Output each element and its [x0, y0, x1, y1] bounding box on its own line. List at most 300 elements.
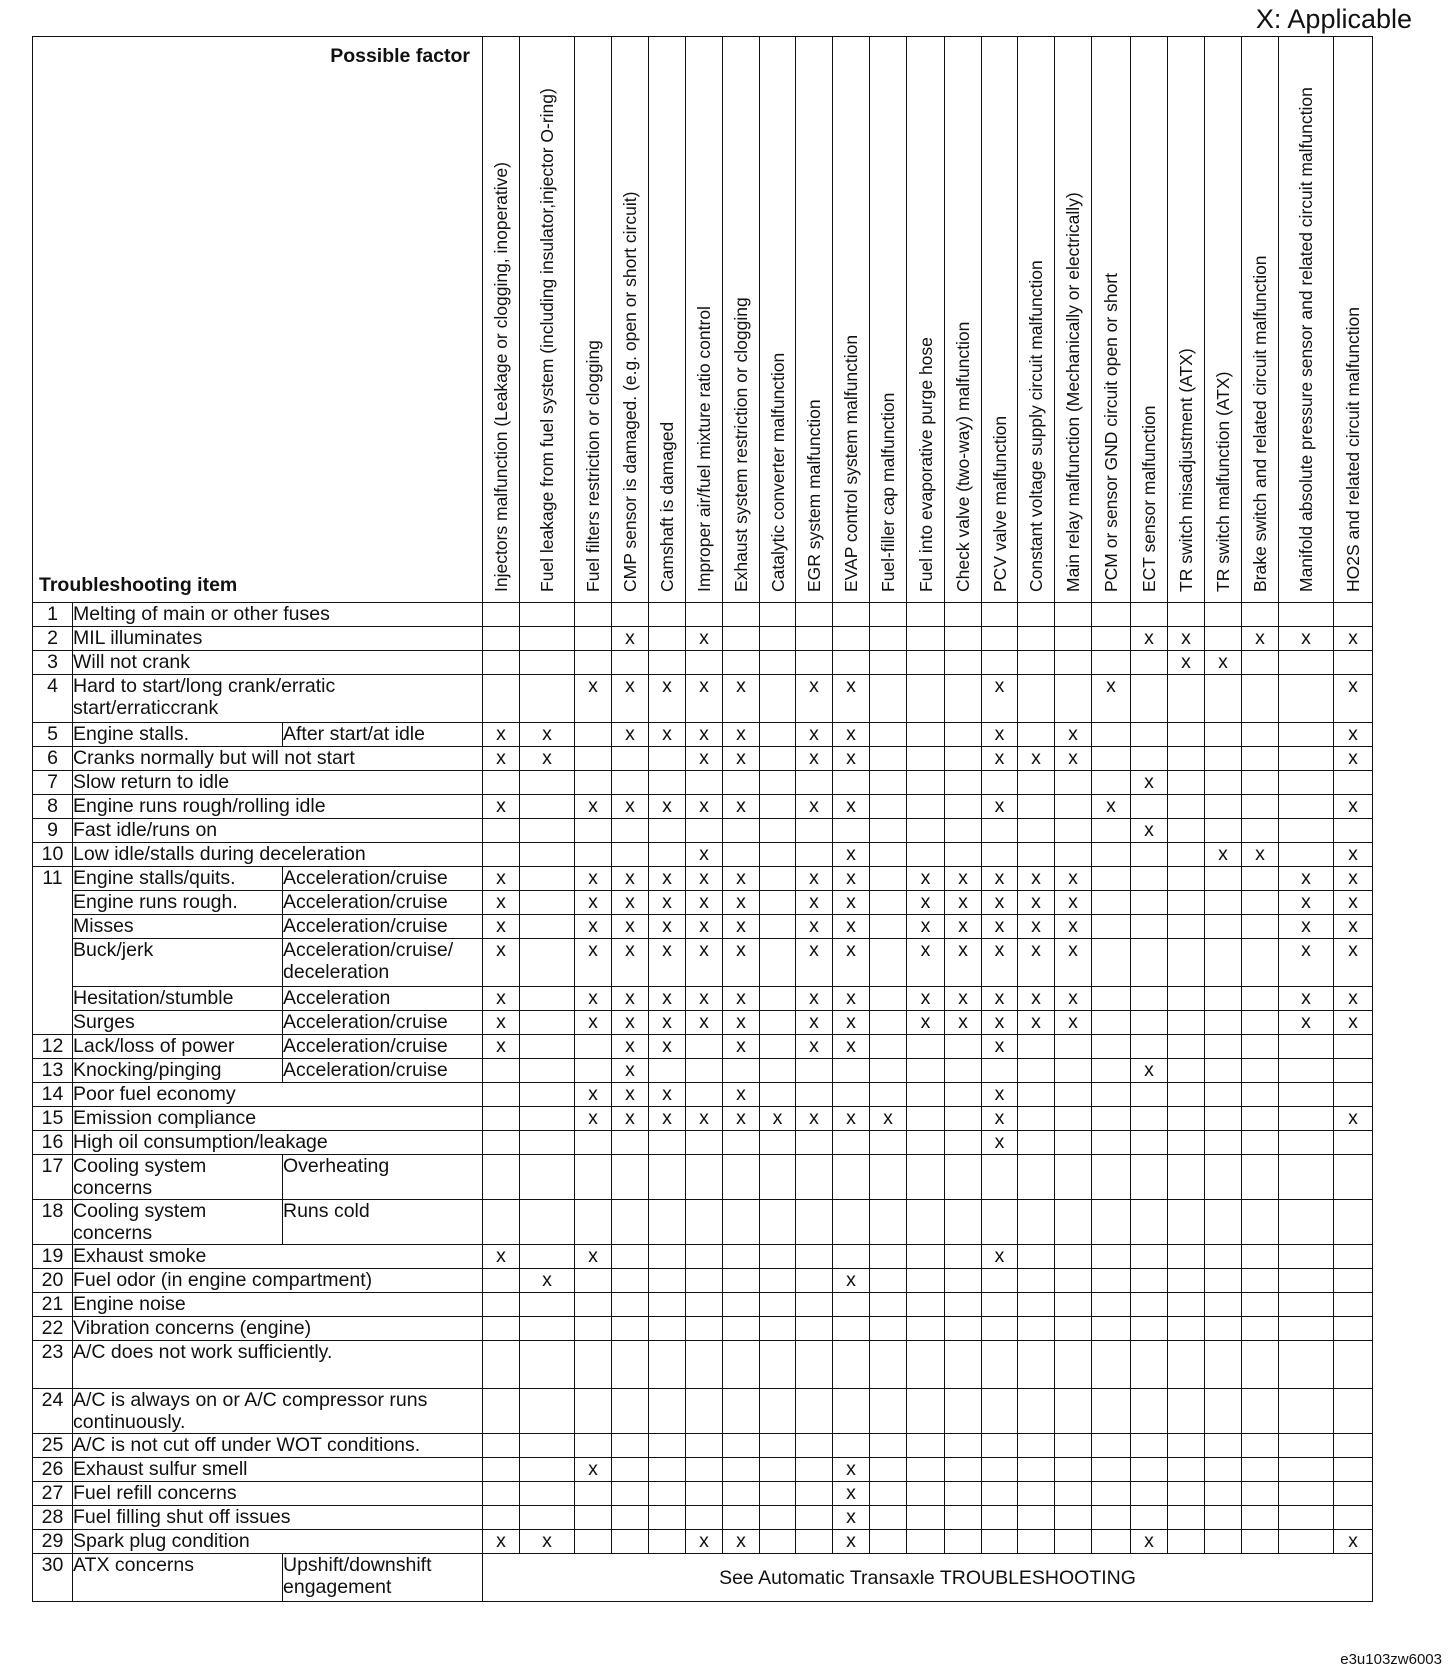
row-number: 21	[33, 1293, 73, 1317]
applicability-cell	[649, 627, 686, 651]
applicable-mark: x	[994, 1131, 1005, 1153]
applicability-cell	[686, 1506, 723, 1530]
applicability-cell	[945, 1011, 982, 1035]
applicability-cell	[1242, 843, 1279, 867]
troubleshooting-item: ATX concerns	[73, 1554, 283, 1602]
applicability-cell	[1055, 987, 1092, 1011]
condition: Acceleration/cruise	[283, 867, 483, 891]
applicability-cell	[1334, 891, 1373, 915]
applicability-cell	[907, 1506, 945, 1530]
applicability-cell	[1055, 795, 1092, 819]
applicability-cell	[723, 675, 760, 723]
applicability-cell	[520, 651, 575, 675]
applicability-cell	[796, 867, 833, 891]
row-number: 4	[33, 675, 73, 723]
applicability-cell	[760, 795, 796, 819]
applicability-cell	[686, 891, 723, 915]
applicability-cell	[686, 603, 723, 627]
applicability-cell	[483, 987, 520, 1011]
applicability-cell	[1092, 867, 1131, 891]
table-row	[33, 795, 1373, 819]
applicability-cell	[796, 651, 833, 675]
applicability-cell	[1018, 1155, 1055, 1200]
applicability-cell	[1242, 819, 1279, 843]
applicability-cell	[1279, 1011, 1334, 1035]
applicability-cell	[649, 603, 686, 627]
troubleshooting-item: Vibration concerns (engine)	[73, 1317, 483, 1341]
applicable-mark: x	[809, 723, 819, 745]
applicability-cell	[833, 1011, 870, 1035]
applicable-mark: x	[588, 1458, 598, 1480]
applicability-cell	[833, 747, 870, 771]
row-number: 25	[33, 1434, 73, 1458]
applicability-cell	[1131, 1035, 1168, 1059]
table-row	[33, 915, 1373, 939]
applicability-cell	[649, 651, 686, 675]
applicability-cell	[870, 675, 907, 723]
applicability-cell	[945, 1434, 982, 1458]
applicability-cell	[760, 939, 796, 987]
applicable-mark: x	[994, 891, 1005, 913]
factor-header	[945, 37, 982, 603]
applicability-cell	[1168, 915, 1205, 939]
applicable-mark: x	[588, 675, 598, 697]
applicability-cell	[1168, 1458, 1205, 1482]
row-number: 8	[33, 795, 73, 819]
applicability-cell	[982, 675, 1018, 723]
applicability-cell	[520, 1011, 575, 1035]
applicable-mark: x	[1106, 675, 1116, 697]
applicable-mark: x	[994, 1245, 1005, 1267]
applicability-cell	[945, 1059, 982, 1083]
applicable-mark: x	[736, 891, 746, 913]
applicability-cell	[612, 1434, 649, 1458]
applicability-cell	[520, 1059, 575, 1083]
applicability-cell	[1279, 915, 1334, 939]
applicable-mark: x	[846, 795, 856, 817]
troubleshooting-item: Fast idle/runs on	[73, 819, 483, 843]
applicable-mark: x	[699, 915, 709, 937]
applicability-cell	[945, 1317, 982, 1341]
applicable-mark: x	[1301, 891, 1311, 913]
applicability-cell	[1279, 1317, 1334, 1341]
applicability-cell	[1168, 1293, 1205, 1317]
applicability-cell	[796, 1131, 833, 1155]
applicability-cell	[483, 651, 520, 675]
applicability-cell	[760, 1059, 796, 1083]
applicability-cell	[483, 1107, 520, 1131]
applicability-cell	[1055, 1035, 1092, 1059]
applicable-mark: x	[809, 1011, 819, 1033]
applicability-cell	[1018, 987, 1055, 1011]
applicability-cell	[907, 795, 945, 819]
applicability-cell	[575, 939, 612, 987]
factor-label: Fuel into evaporative purge hose	[915, 337, 936, 592]
applicability-cell	[686, 771, 723, 795]
applicability-cell	[982, 987, 1018, 1011]
applicability-cell	[686, 915, 723, 939]
applicability-cell	[833, 1059, 870, 1083]
applicability-cell	[686, 1131, 723, 1155]
applicability-cell	[686, 1269, 723, 1293]
applicability-cell	[1055, 1389, 1092, 1434]
applicability-cell	[1205, 915, 1242, 939]
applicability-cell	[649, 1269, 686, 1293]
applicability-cell	[1205, 1293, 1242, 1317]
applicable-mark: x	[625, 987, 635, 1009]
applicability-cell	[870, 1482, 907, 1506]
factor-label: Injectors malfunction (Leakage or clogging, inoperative)	[491, 162, 511, 592]
applicability-cell	[1168, 1317, 1205, 1341]
applicability-cell	[723, 867, 760, 891]
applicability-cell	[723, 603, 760, 627]
applicability-cell	[723, 1083, 760, 1107]
applicable-mark: x	[1348, 891, 1358, 913]
applicability-cell	[945, 603, 982, 627]
row-number: 10	[33, 843, 73, 867]
applicability-cell	[575, 1482, 612, 1506]
row-number: 29	[33, 1530, 73, 1554]
applicable-mark: x	[846, 915, 856, 937]
applicability-cell	[1092, 1155, 1131, 1200]
applicability-cell	[982, 1011, 1018, 1035]
applicability-cell	[796, 1458, 833, 1482]
applicability-cell	[1242, 1011, 1279, 1035]
applicable-mark: x	[994, 939, 1005, 961]
applicable-mark: x	[994, 1011, 1005, 1033]
factor-label: Improper air/fuel mixture ratio control	[694, 306, 714, 592]
applicable-mark: x	[662, 1011, 672, 1033]
applicability-cell	[1279, 1059, 1334, 1083]
applicability-cell	[686, 1155, 723, 1200]
applicability-cell	[1092, 1245, 1131, 1269]
applicability-cell	[1279, 1293, 1334, 1317]
applicability-cell	[1018, 1059, 1055, 1083]
applicability-cell	[1092, 1293, 1131, 1317]
applicability-cell	[945, 675, 982, 723]
applicable-mark: x	[809, 867, 819, 889]
applicable-mark: x	[496, 747, 506, 769]
applicability-cell	[1334, 867, 1373, 891]
table-row	[33, 819, 1373, 843]
table-row	[33, 603, 1373, 627]
applicability-cell	[1018, 1131, 1055, 1155]
applicability-cell	[612, 1200, 649, 1245]
applicable-mark: x	[496, 891, 506, 913]
applicability-cell	[982, 1200, 1018, 1245]
applicable-mark: x	[625, 867, 635, 889]
applicability-cell	[760, 1155, 796, 1200]
applicability-cell	[945, 1107, 982, 1131]
row-number: 20	[33, 1269, 73, 1293]
applicable-mark: x	[994, 867, 1005, 889]
applicability-cell	[796, 939, 833, 987]
applicable-mark: x	[662, 915, 672, 937]
applicability-cell	[907, 1434, 945, 1458]
applicability-cell	[1205, 1200, 1242, 1245]
applicability-cell	[945, 891, 982, 915]
applicability-cell	[520, 1293, 575, 1317]
row-number: 28	[33, 1506, 73, 1530]
applicable-mark: x	[496, 1035, 506, 1057]
applicable-mark: x	[994, 747, 1005, 769]
applicability-cell	[723, 1317, 760, 1341]
possible-factor-label: Possible factor	[330, 45, 470, 67]
applicability-cell	[1131, 819, 1168, 843]
factor-header	[1205, 37, 1242, 603]
applicability-cell	[1205, 1269, 1242, 1293]
applicable-mark: x	[699, 843, 709, 865]
applicability-cell	[1131, 891, 1168, 915]
troubleshooting-item: Engine runs rough.	[73, 891, 283, 915]
factor-header	[686, 37, 723, 603]
applicability-cell	[1055, 1059, 1092, 1083]
applicability-cell	[520, 1506, 575, 1530]
condition: Runs cold	[283, 1200, 483, 1245]
applicability-cell	[1168, 723, 1205, 747]
applicable-mark: x	[920, 939, 931, 961]
applicability-cell	[1018, 1317, 1055, 1341]
troubleshooting-item: A/C is always on or A/C compressor runs continuously.	[73, 1389, 483, 1434]
troubleshooting-item: Engine stalls.	[73, 723, 283, 747]
applicability-cell	[760, 1482, 796, 1506]
applicability-cell	[686, 1293, 723, 1317]
applicability-cell	[1242, 1389, 1279, 1434]
applicability-cell	[833, 891, 870, 915]
applicability-cell	[723, 1530, 760, 1554]
applicable-mark: x	[1348, 795, 1358, 817]
applicable-mark: x	[699, 867, 709, 889]
applicability-cell	[907, 867, 945, 891]
applicability-cell	[520, 771, 575, 795]
applicability-cell	[1018, 1011, 1055, 1035]
applicability-cell	[1334, 1107, 1373, 1131]
applicability-cell	[649, 1389, 686, 1434]
applicability-cell	[1131, 1200, 1168, 1245]
factor-label: PCV valve malfunction	[989, 415, 1010, 592]
applicability-cell	[1168, 1434, 1205, 1458]
applicability-cell	[1279, 1434, 1334, 1458]
applicability-cell	[1131, 1341, 1168, 1389]
applicability-cell	[1168, 1506, 1205, 1530]
applicability-cell	[870, 1458, 907, 1482]
applicability-cell	[1205, 819, 1242, 843]
applicable-mark: x	[662, 1107, 672, 1129]
applicable-mark: x	[846, 675, 856, 697]
applicability-cell	[575, 819, 612, 843]
applicability-cell	[1242, 1131, 1279, 1155]
applicability-cell	[1092, 1317, 1131, 1341]
applicability-cell	[612, 1107, 649, 1131]
applicability-cell	[1168, 1035, 1205, 1059]
applicability-cell	[575, 1107, 612, 1131]
applicability-cell	[649, 1341, 686, 1389]
applicability-cell	[1055, 1269, 1092, 1293]
applicability-cell	[520, 1107, 575, 1131]
applicability-cell	[1168, 1059, 1205, 1083]
applicability-cell	[575, 1131, 612, 1155]
applicability-cell	[1131, 1317, 1168, 1341]
applicability-cell	[1334, 843, 1373, 867]
applicable-mark: x	[662, 987, 672, 1009]
applicability-cell	[1092, 627, 1131, 651]
applicability-cell	[833, 603, 870, 627]
applicability-cell	[945, 627, 982, 651]
factor-header	[483, 37, 520, 603]
applicability-cell	[870, 1011, 907, 1035]
applicability-cell	[907, 771, 945, 795]
applicability-cell	[575, 915, 612, 939]
table-row	[33, 651, 1373, 675]
factor-label: TR switch misadjustment (ATX)	[1176, 348, 1196, 592]
applicability-cell	[1092, 1269, 1131, 1293]
applicability-cell	[1018, 1200, 1055, 1245]
applicable-mark: x	[542, 723, 552, 745]
applicable-mark: x	[625, 723, 635, 745]
applicable-mark: x	[1255, 843, 1265, 865]
applicability-cell	[612, 1011, 649, 1035]
applicability-cell	[723, 1434, 760, 1458]
applicable-mark: x	[1031, 891, 1041, 913]
applicability-cell	[1242, 1083, 1279, 1107]
applicability-cell	[483, 1083, 520, 1107]
applicable-mark: x	[1218, 843, 1228, 865]
applicability-cell	[760, 915, 796, 939]
applicable-mark: x	[846, 891, 856, 913]
table-row	[33, 939, 1373, 987]
condition: Acceleration/cruise	[283, 891, 483, 915]
troubleshooting-item: Low idle/stalls during deceleration	[73, 843, 483, 867]
troubleshooting-item: Cooling system concerns	[73, 1200, 283, 1245]
applicable-mark: x	[736, 987, 746, 1009]
troubleshooting-matrix	[32, 36, 1373, 1602]
applicability-cell	[870, 1269, 907, 1293]
applicability-cell	[1279, 819, 1334, 843]
applicability-cell	[833, 1155, 870, 1200]
table-row	[33, 1458, 1373, 1482]
applicability-cell	[1334, 1530, 1373, 1554]
applicability-cell	[1279, 1200, 1334, 1245]
applicability-cell	[649, 1131, 686, 1155]
applicability-cell	[1334, 1083, 1373, 1107]
applicability-cell	[612, 771, 649, 795]
applicability-cell	[870, 867, 907, 891]
applicability-cell	[1168, 1155, 1205, 1200]
table-row	[33, 1554, 1373, 1602]
applicability-cell	[907, 747, 945, 771]
applicability-cell	[483, 1341, 520, 1389]
applicability-cell	[1205, 627, 1242, 651]
applicability-cell	[796, 1389, 833, 1434]
applicability-cell	[907, 939, 945, 987]
applicability-cell	[945, 843, 982, 867]
applicable-mark: x	[736, 1530, 746, 1552]
table-row	[33, 1059, 1373, 1083]
applicability-cell	[1131, 747, 1168, 771]
applicability-cell	[1092, 939, 1131, 987]
applicable-mark: x	[625, 1083, 635, 1105]
applicable-mark: x	[588, 795, 598, 817]
applicability-cell	[575, 1506, 612, 1530]
applicability-cell	[833, 987, 870, 1011]
applicability-cell	[907, 627, 945, 651]
applicability-cell	[1018, 1482, 1055, 1506]
condition: Acceleration/cruise	[283, 1011, 483, 1035]
row-number: 13	[33, 1059, 73, 1083]
applicability-cell	[945, 1245, 982, 1269]
applicability-cell	[1055, 1506, 1092, 1530]
applicability-cell	[1018, 891, 1055, 915]
applicability-cell	[1242, 675, 1279, 723]
applicability-cell	[760, 1506, 796, 1530]
table-row	[33, 843, 1373, 867]
applicability-cell	[1092, 603, 1131, 627]
applicability-cell	[907, 1458, 945, 1482]
applicability-cell	[907, 1059, 945, 1083]
applicability-cell	[982, 1107, 1018, 1131]
applicability-cell	[760, 1107, 796, 1131]
applicability-cell	[1242, 1269, 1279, 1293]
applicability-cell	[1279, 1458, 1334, 1482]
applicability-cell	[982, 771, 1018, 795]
applicability-cell	[760, 1317, 796, 1341]
condition: Acceleration/cruise	[283, 915, 483, 939]
applicability-cell	[686, 1530, 723, 1554]
applicability-cell	[1168, 603, 1205, 627]
applicability-cell	[612, 1083, 649, 1107]
applicability-cell	[760, 1083, 796, 1107]
condition: Upshift/downshift engagement	[283, 1554, 483, 1602]
applicability-cell	[723, 771, 760, 795]
applicability-cell	[1242, 1530, 1279, 1554]
table-row	[33, 1011, 1373, 1035]
applicability-cell	[833, 1269, 870, 1293]
applicable-mark: x	[1348, 939, 1358, 961]
applicability-cell	[833, 723, 870, 747]
factor-label: TR switch malfunction (ATX)	[1213, 371, 1233, 592]
factor-header	[907, 37, 945, 603]
applicability-cell	[520, 603, 575, 627]
applicability-cell	[649, 939, 686, 987]
applicability-cell	[1205, 1059, 1242, 1083]
applicability-cell	[1168, 1341, 1205, 1389]
applicability-cell	[649, 1059, 686, 1083]
applicable-mark: x	[625, 1011, 635, 1033]
applicability-cell	[982, 651, 1018, 675]
applicability-cell	[796, 1083, 833, 1107]
applicable-mark: x	[625, 915, 635, 937]
applicability-cell	[686, 651, 723, 675]
factor-header	[1279, 37, 1334, 603]
applicability-cell	[1242, 627, 1279, 651]
applicability-cell	[723, 891, 760, 915]
applicable-mark: x	[846, 1530, 856, 1552]
factor-header	[982, 37, 1018, 603]
applicability-cell	[1242, 795, 1279, 819]
applicability-cell	[575, 1530, 612, 1554]
condition: Acceleration	[283, 987, 483, 1011]
factor-label: Brake switch and related circuit malfunction	[1250, 255, 1270, 592]
applicability-cell	[1279, 1341, 1334, 1389]
applicability-cell	[982, 939, 1018, 987]
applicable-mark: x	[496, 939, 506, 961]
applicable-mark: x	[958, 867, 968, 889]
row-number: 30	[33, 1554, 73, 1602]
applicability-cell	[907, 1131, 945, 1155]
applicability-cell	[1279, 1245, 1334, 1269]
applicability-cell	[1092, 1434, 1131, 1458]
applicability-cell	[1092, 891, 1131, 915]
